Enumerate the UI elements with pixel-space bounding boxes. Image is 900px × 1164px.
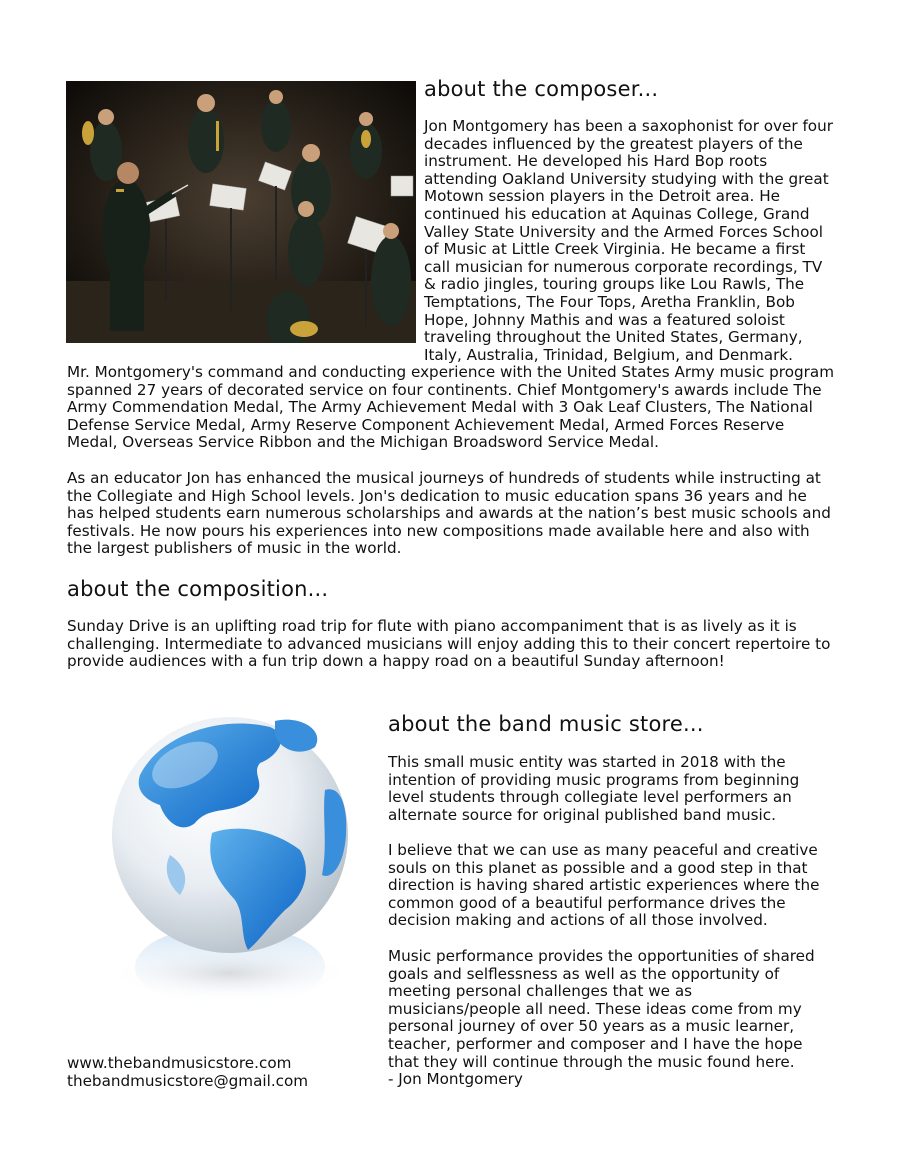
store-paragraph-2: I believe that we can use as many peaceful and creative souls on this planet as possible and a good step in that direction is having shared artistic experiences where the common good of a beautiful performance drives the decision making and actions of all those involved.: [388, 841, 820, 930]
composer-bio-educator: As an educator Jon has enhanced the musical journeys of hundreds of students while instructing at the Collegiate and High School levels. Jon's dedication to music education spans 36 years and he has helped students earn numerous scholarships and awards at the nation’s best music schools and festivals. He now pours his experiences into new compositions made available here and also with the largest publishers of music in the world.: [67, 469, 831, 558]
store-signature: - Jon Montgomery: [388, 1070, 523, 1088]
website-link[interactable]: www.thebandmusicstore.com: [67, 1054, 292, 1072]
composer-heading: about the composer...: [424, 77, 659, 101]
store-paragraph-1: This small music entity was started in 2018 with the intention of providing music programs from beginning level students through collegiate level performers an alternate source for original published band music.: [388, 753, 800, 824]
globe-icon: [100, 705, 370, 1015]
store-paragraph-3: Music performance provides the opportunities of shared goals and selflessness as well as the opportunity of meeting personal challenges that we as musicians/people all need. These ideas come from my personal journey of over 50 years as a music learner, teacher, performer and composer and I have the hope that they will continue through the music found here.: [388, 947, 815, 1071]
band-photo-graphic: [66, 81, 416, 343]
composer-bio-intro: Jon Montgomery has been a saxophonist for over four decades influenced by the greatest players of the instrument. He developed his Hard Bop roots attending Oakland University studying with the great Motown session players in the Detroit area. He continued his education at Aquinas College, Grand Valley State University and the Armed Forces School of Music at Little Creek Virginia. He became a first call musician for numerous corporate recordings, TV & radio jingles, touring groups like Lou Rawls, The Temptations, The Four Tops, Aretha Franklin, Bob Hope, Johnny Mathis and was a featured soloist traveling throughout the United States, Germany, Italy, Australia, Trinidad, Belgium, and Denmark.: [424, 117, 833, 364]
composition-description: Sunday Drive is an uplifting road trip for flute with piano accompaniment that is as lively as it is challenging. Intermediate to advanced musicians will enjoy adding this to their concert repertoire to provide audiences with a fun trip down a happy road on a beautiful Sunday afternoon!: [67, 617, 831, 671]
email-link[interactable]: thebandmusicstore@gmail.com: [67, 1072, 309, 1090]
composition-heading: about the composition...: [67, 577, 329, 601]
store-heading: about the band music store...: [388, 712, 704, 736]
composer-bio-service: Mr. Montgomery's command and conducting experience with the United States Army music program spanned 27 years of decorated service on four continents. Chief Montgomery's awards include The Army Commendation Medal, The Army Achievement Medal with 3 Oak Leaf Clusters, The National Defense Service Medal, Army Reserve Component Achievement Medal, Armed Forces Reserve Medal, Overseas Service Ribbon and the Michigan Broadsword Service Medal.: [67, 363, 834, 452]
band-photo: [66, 81, 416, 343]
